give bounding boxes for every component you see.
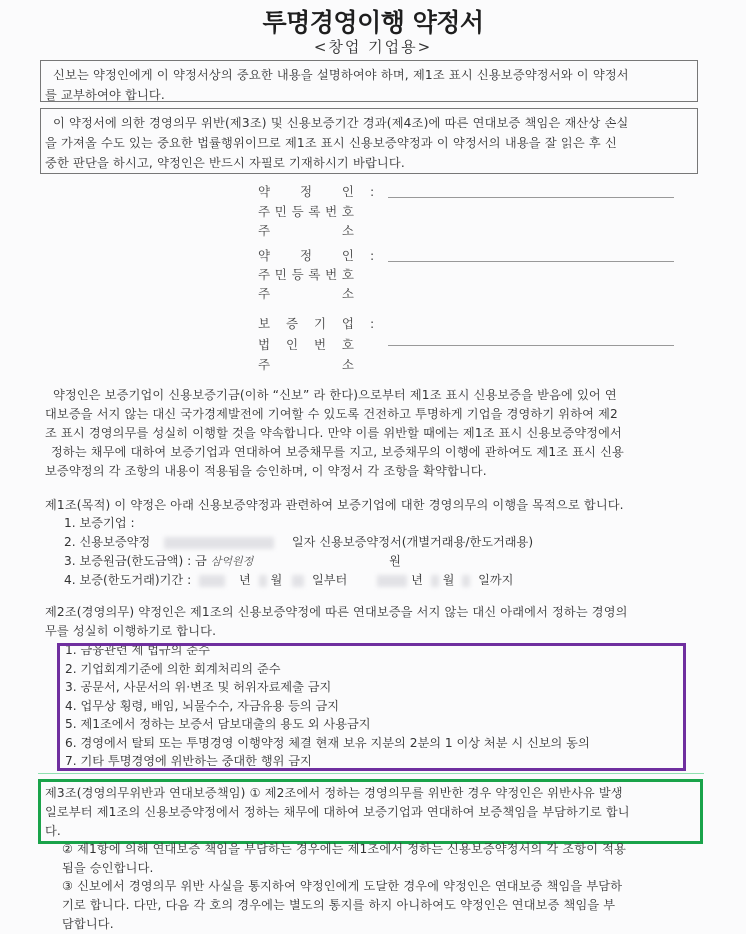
handwritten-amount: 삼억원정	[210, 555, 254, 568]
redacted-month	[431, 575, 439, 587]
signer-name-label: 약 정 인	[258, 184, 354, 199]
notice-line: 을 가져올 수도 있는 중요한 법률행위이므로 제1조 표시 신용보증약정과 이 약정서의 내용을 잘 읽은 후 신	[45, 136, 617, 150]
redacted-date	[164, 537, 274, 549]
signer-1-address-row	[0, 222, 746, 240]
signer-1-name-row: 약 정 인 :	[0, 183, 746, 201]
article-1-item-3: 3. 보증원금(한도금액) : 금 삼억원정 원	[64, 554, 401, 568]
corporate-number-label: 법 인 번 호	[258, 337, 354, 352]
duty-item: 4. 업무상 횡령, 배임, 뇌물수수, 자금유용 등의 금지	[65, 698, 340, 713]
notice-box-delivery	[40, 60, 698, 102]
redacted-year	[377, 575, 407, 587]
company-field[interactable]	[388, 345, 674, 346]
signer-2-name-row: 약 정 인 :	[0, 247, 746, 265]
address-label: 주 소	[258, 357, 354, 372]
company-row: 보 증 기 업 :	[258, 316, 375, 331]
article-3-para-1: 제3조(경영의무위반과 연대보증책임) ① 제2조에서 정하는 경영의무를 위반한 경우 약정인은 위반사유 발생 일로부터 제1조의 신용보증약정에서 정하는 채무에 대하여 보증기업과 연대하여 보증책임을 부담하기로 합니 다.	[45, 786, 630, 838]
green-highlight-box	[38, 779, 703, 844]
redacted-year	[199, 575, 225, 587]
address-label: 주 소	[258, 286, 354, 301]
green-divider	[38, 773, 704, 774]
company-address-row	[0, 356, 746, 374]
duty-item: 2. 기업회계기준에 의한 회계처리의 준수	[65, 661, 281, 676]
article-1-item-4: 4. 보증(한도거래)기간 : 년 월 일부터 년 월 일까지	[64, 573, 514, 587]
notice-line: 중한 판단을 하시고, 약정인은 반드시 자필로 기재하시기 바랍니다.	[45, 156, 405, 170]
preamble-paragraph: 약정인은 보증기업이 신용보증기금(이하 “신보” 라 한다)으로부터 제1조 표시 신용보증을 받음에 있어 연 대보증을 서지 않는 대신 국가경제발전에 기여할 수 있도록 건전하고 투명하게 기업을 경영하기 위하여 제2 조 표시 경영의무를 성실히 이행할 것을 약속합니다. 만약 이를 위반할 때에는 제1조 표시 신용보증약정에서 정하는 채무에 대하여 보증기업과 연대하여 보증채무를 지고, 보증채무의 이행에 관하여도 제1조 표시 신용 보증약정의 각 조항의 내용이 적용됨을 승인하며, 이 약정서 각 조항을 확약합니다.	[45, 388, 624, 478]
redacted-day	[462, 575, 470, 587]
signer-1-name-field[interactable]	[388, 197, 674, 198]
duty-item: 7. 기타 투명경영에 위반하는 중대한 행위 금지	[65, 754, 312, 768]
document-title: 투명경영이행 약정서	[262, 8, 484, 37]
address-label: 주 소	[258, 223, 354, 238]
signer-name-label: 약 정 인	[258, 248, 354, 263]
article-1-heading: 제1조(목적) 이 약정은 아래 신용보증약정과 관련하여 보증기업에 대한 경영의무의 이행을 목적으로 합니다.	[45, 498, 624, 512]
resident-number-label: 주 민 등 록 번 호	[258, 267, 354, 282]
duty-item: 5. 제1조에서 정하는 보증서 담보대출의 용도 외 사용금지	[65, 717, 371, 731]
corporate-number-row	[0, 336, 746, 354]
document-subtitle: <창업 기업용>	[313, 38, 433, 56]
article-3-para-2: ② 제1항에 의해 연대보증 책임을 부담하는 경우에는 제1조에서 정하는 신용보증약정서의 각 조항이 적용 됨을 승인합니다.	[62, 842, 627, 875]
guaranteed-company-label: 보 증 기 업	[258, 316, 354, 331]
notice-line: 신보는 약정인에게 이 약정서상의 중요한 내용을 설명하여야 하며, 제1조 표시 신용보증약정서와 이 약정서	[53, 68, 629, 82]
signer-2-name-field[interactable]	[388, 261, 674, 262]
duty-item: 3. 공문서, 사문서의 위·변조 및 허위자료제출 금지	[65, 680, 332, 694]
notice-line: 를 교부하여야 합니다.	[45, 88, 165, 102]
article-3-para-3: ③ 신보에서 경영의무 위반 사실을 통지하여 약정인에게 도달한 경우에 약정인은 연대보증 책임을 부담하 기로 합니다. 다만, 다음 각 호의 경우에는 별도의 통지를 하지 아니하여도 약정인은 연대보증 책임을 부 담합니다.	[62, 879, 623, 931]
redacted-month	[259, 575, 267, 587]
signer-2-id-row	[0, 266, 746, 284]
purple-highlight-box	[57, 643, 686, 771]
resident-number-label: 주 민 등 록 번 호	[258, 204, 354, 219]
article-1-item-2: 2. 신용보증약정 일자 신용보증약정서(개별거래용/한도거래용)	[64, 535, 534, 549]
duty-item: 1. 금융관련 제 법규의 준수	[65, 643, 210, 657]
notice-line: 이 약정서에 의한 경영의무 위반(제3조) 및 신용보증기간 경과(제4조)에 따른 연대보증 책임은 재산상 손실	[53, 116, 629, 130]
article-1-item-1: 1. 보증기업 :	[64, 516, 135, 530]
redacted-day	[292, 575, 304, 587]
article-2-heading: 제2조(경영의무) 약정인은 제1조의 신용보증약정에 따른 연대보증을 서지 않는 대신 아래에서 정하는 경영의 무를 성실히 이행하기로 합니다.	[45, 605, 628, 638]
signer-2-address-row	[0, 285, 746, 303]
duty-item: 6. 경영에서 탈퇴 또는 투명경영 이행약정 체결 현재 보유 지분의 2분의 1 이상 처분 시 신보의 동의	[65, 735, 590, 750]
signer-1-id-row	[0, 203, 746, 221]
notice-box-warning	[40, 108, 698, 174]
